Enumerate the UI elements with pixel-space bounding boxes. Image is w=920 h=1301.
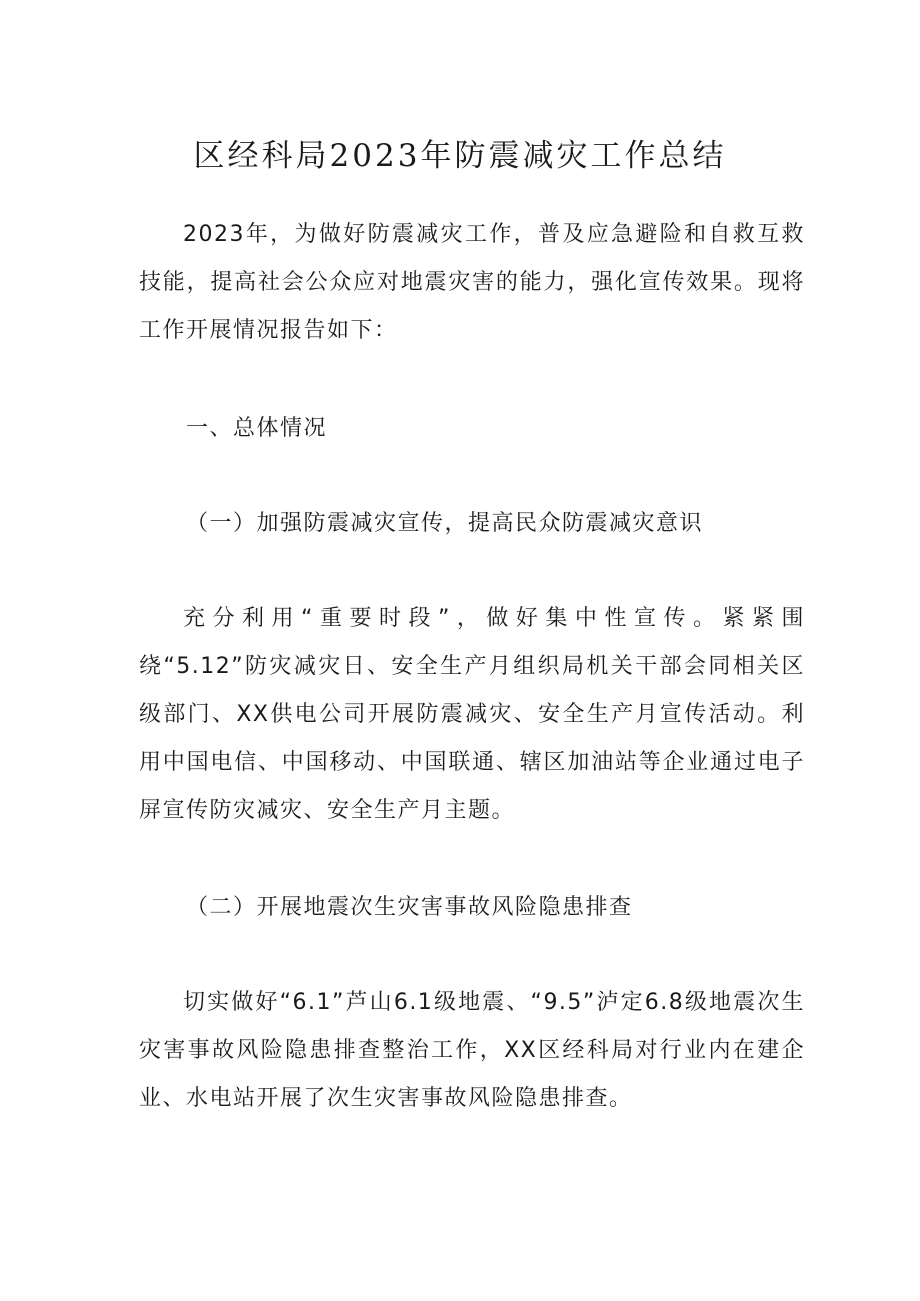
document-title: 区经科局2023年防震减灾工作总结 <box>193 138 727 174</box>
intro-paragraph: 2023年，为做好防震减灾工作，普及应急避险和自救互救技能，提高社会公众应对地震灾害的能力，强化宣传效果。现将工作开展情况报告如下： <box>139 222 805 343</box>
publicity-paragraph: 充分利用“重要时段”，做好集中性宣传。紧紧围绕“5.12”防灾减灾日、安全生产月组织局机关干部会同相关区级部门、XX供电公司开展防震减灾、安全生产月宣传活动。利用中国电信、中国移动、中国联通、辖区加油站等企业通过电子屏宣传防灾减灾、安全生产月主题。 <box>139 606 805 823</box>
section-heading-overview: 一、总体情况 <box>186 416 328 441</box>
subsection-heading-publicity: （一）加强防震减灾宣传，提高民众防震减灾意识 <box>186 511 704 536</box>
hazard-check-paragraph: 切实做好“6.1”芦山6.1级地震、“9.5”泸定6.8级地震次生灾害事故风险隐患排查整治工作，XX区经科局对行业内在建企业、水电站开展了次生灾害事故风险隐患排查。 <box>139 990 805 1111</box>
subsection-heading-hazard-check: （二）开展地震次生灾害事故风险隐患排查 <box>186 895 633 920</box>
